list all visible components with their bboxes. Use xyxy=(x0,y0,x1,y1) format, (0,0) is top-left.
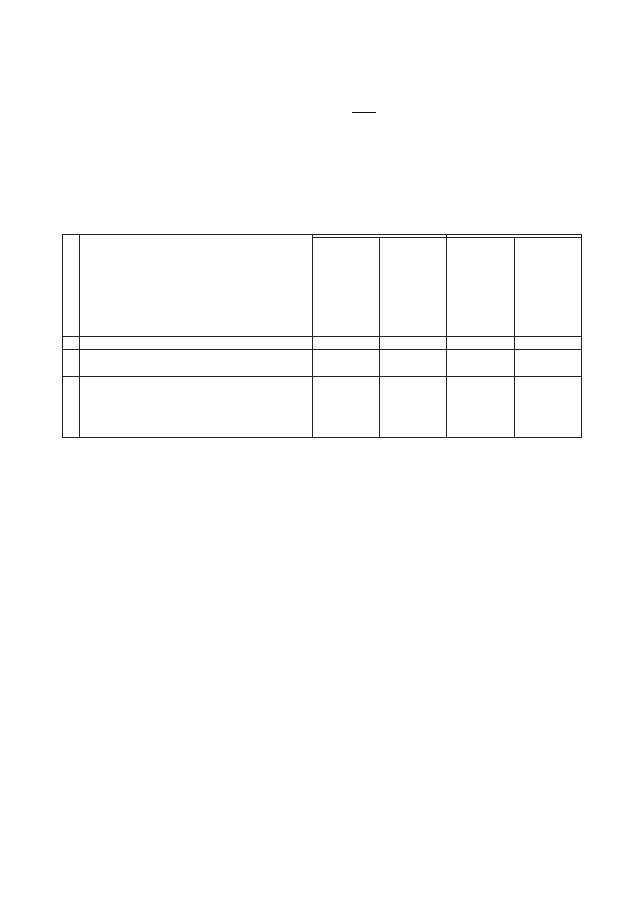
column-numbers-row xyxy=(63,337,582,350)
order-date xyxy=(352,97,364,113)
row-number xyxy=(63,377,80,438)
min-tariff-h1 xyxy=(312,377,379,438)
empty-cell xyxy=(514,350,581,377)
empty-cell xyxy=(312,350,379,377)
header-min-1 xyxy=(312,238,379,337)
appendix-order-line xyxy=(352,96,376,114)
tariffs-table xyxy=(62,234,582,438)
header-name xyxy=(80,235,312,337)
max-tariff-h2 xyxy=(514,377,581,438)
column-number xyxy=(447,337,514,350)
column-number xyxy=(80,337,312,350)
region-name xyxy=(80,377,312,438)
district-row xyxy=(63,350,582,377)
column-number xyxy=(63,337,80,350)
district-num-cell xyxy=(63,350,80,377)
table-row-moscow xyxy=(63,377,582,438)
column-number xyxy=(380,337,447,350)
min-tariff-h2 xyxy=(447,377,514,438)
header-num xyxy=(63,235,80,337)
appendix-block xyxy=(352,96,376,114)
empty-cell xyxy=(380,350,447,377)
header-min-2 xyxy=(447,238,514,337)
header-max-1 xyxy=(380,238,447,337)
header-max-2 xyxy=(514,238,581,337)
empty-cell xyxy=(447,350,514,377)
column-number xyxy=(312,337,379,350)
district-name xyxy=(80,350,312,377)
max-tariff-h1 xyxy=(380,377,447,438)
order-number xyxy=(364,97,376,113)
column-number xyxy=(514,337,581,350)
